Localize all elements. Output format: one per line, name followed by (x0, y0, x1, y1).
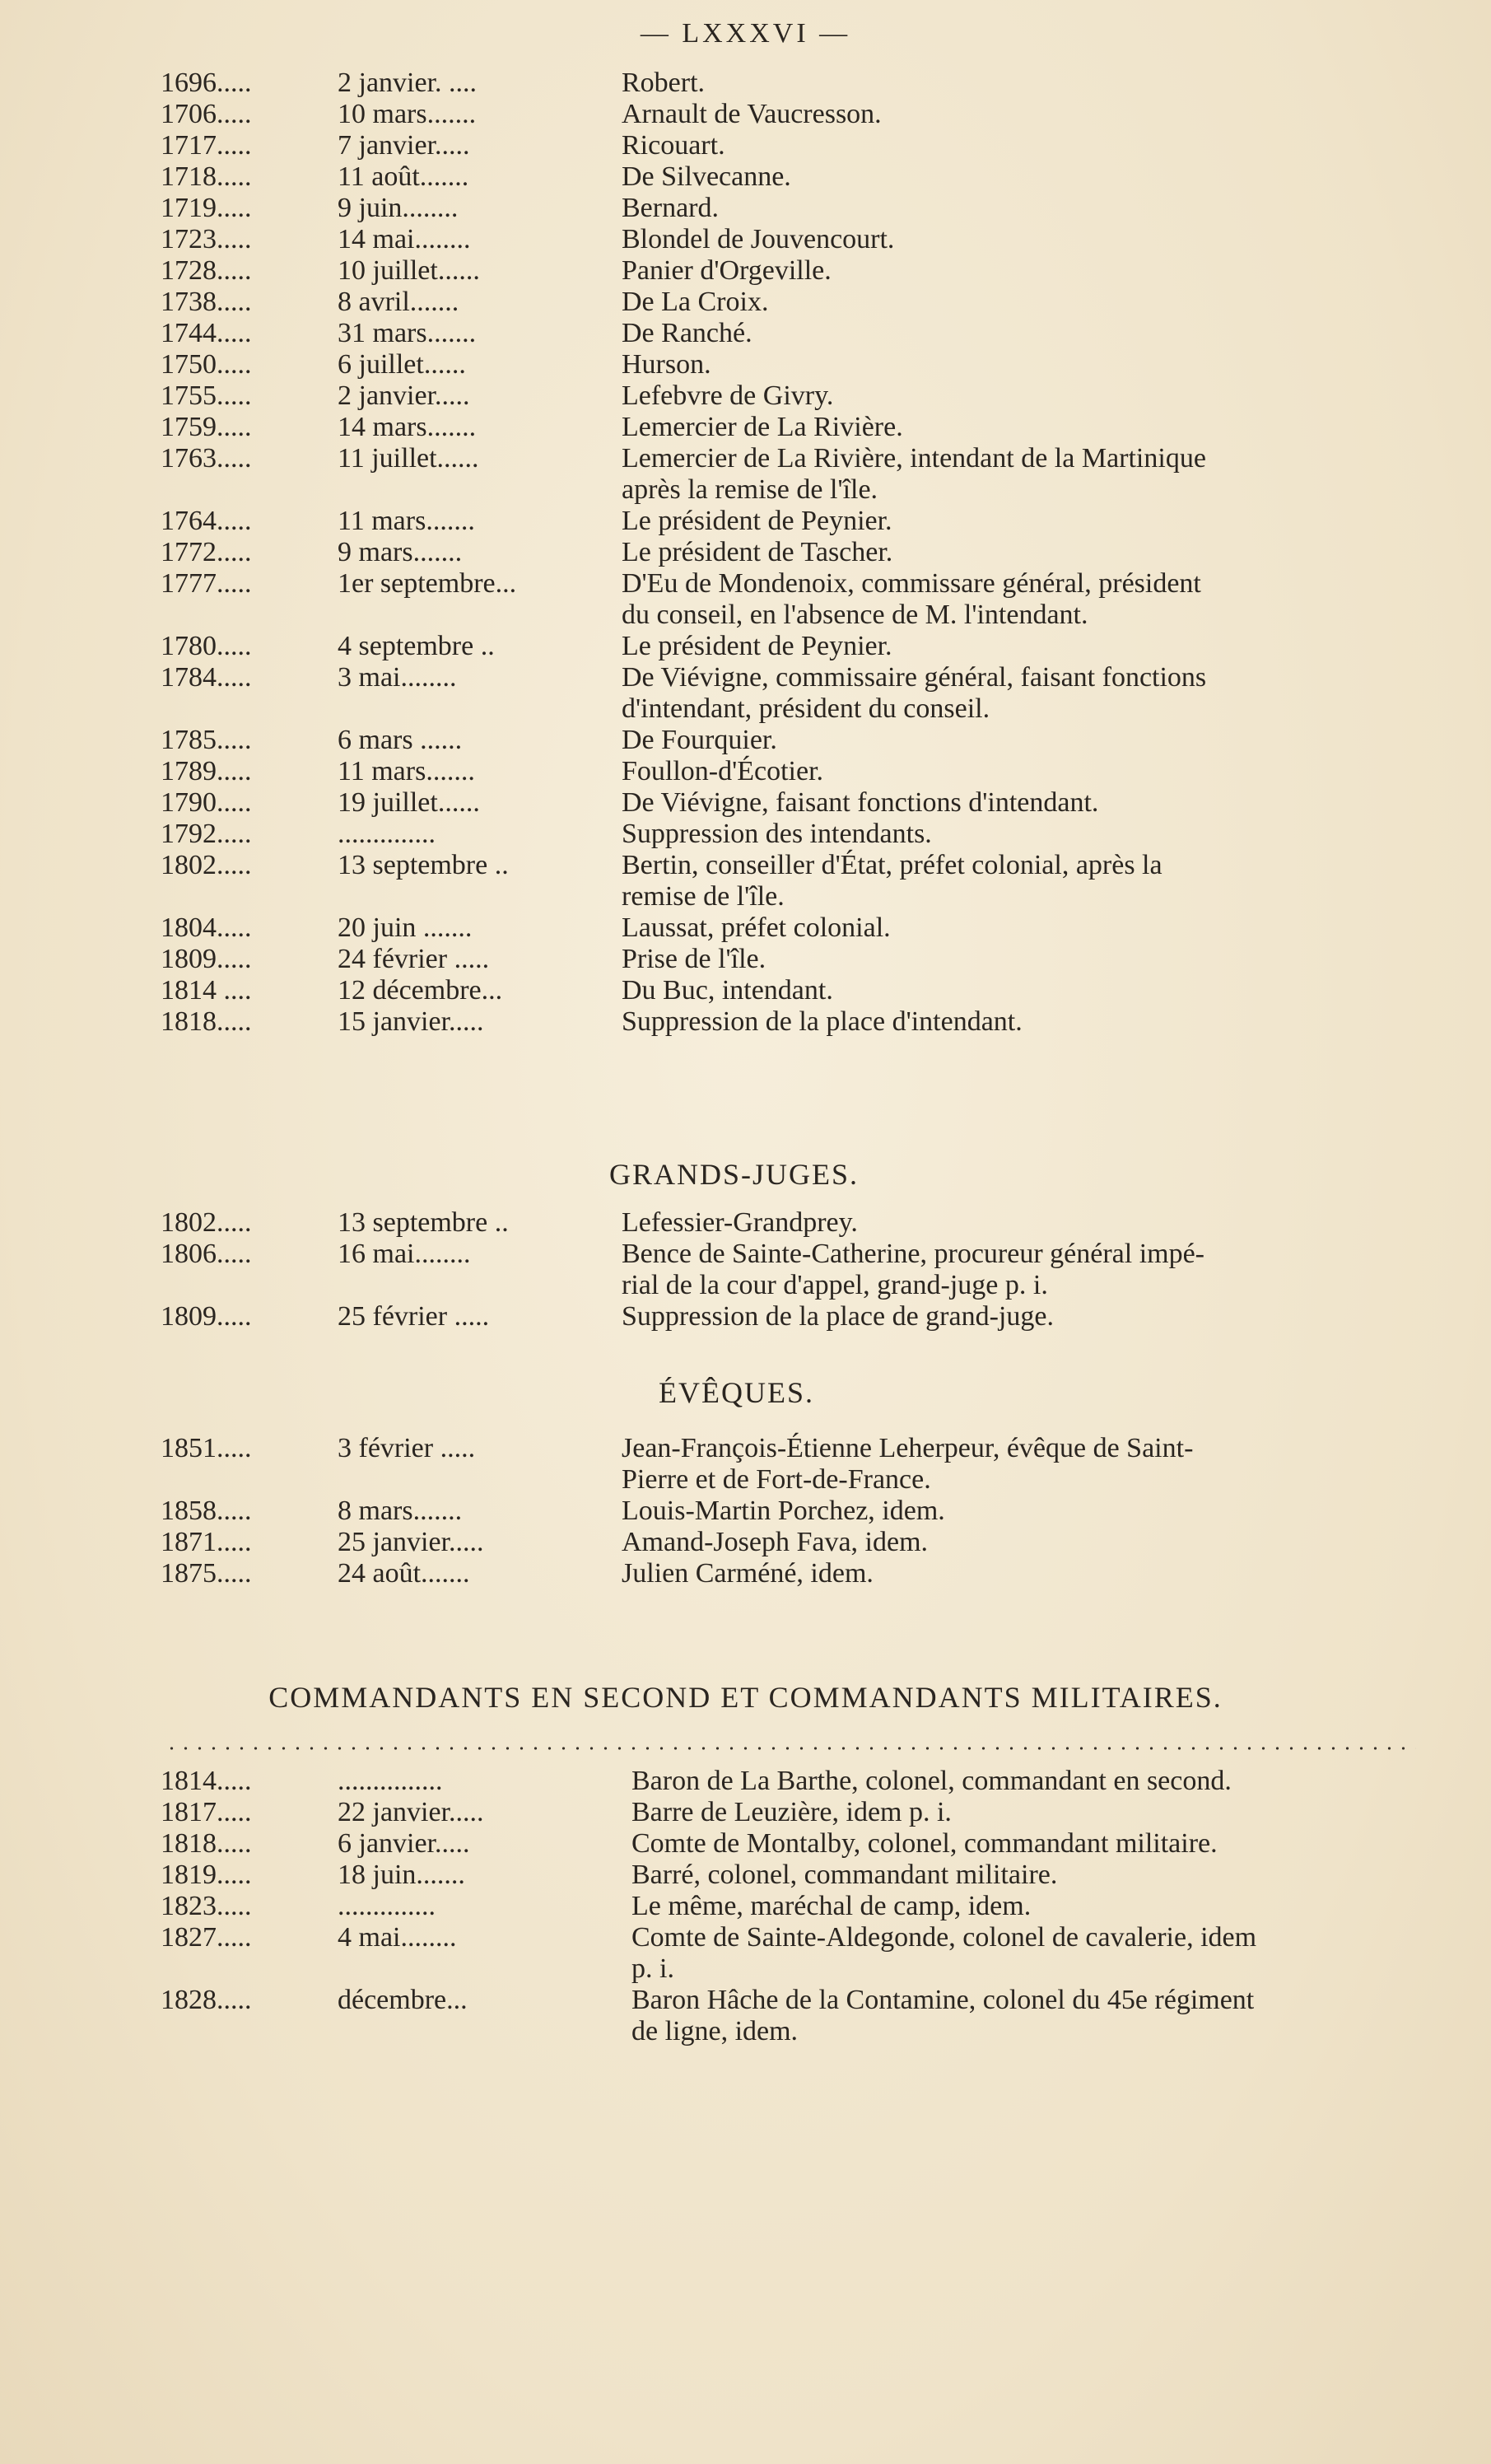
description-cell: Amand-Joseph Fava, idem. (622, 1527, 929, 1557)
table-row (161, 287, 1412, 318)
year-cell: 1789..... (161, 756, 252, 786)
year-cell: 1764..... (161, 506, 252, 536)
year-cell: 1802..... (161, 850, 252, 880)
date-cell: 11 août....... (338, 161, 469, 192)
description-cell: Bence de Sainte-Catherine, procureur général impé- rial de la cour d'appel, grand-juge p. i. (622, 1239, 1205, 1300)
year-cell: 1706..... (161, 99, 252, 129)
description-cell: Suppression des intendants. (622, 819, 932, 849)
table-row (161, 725, 1412, 756)
description-cell: De Ranché. (622, 318, 752, 348)
date-cell: 11 mars....... (338, 756, 475, 786)
description-cell: De La Croix. (622, 287, 769, 317)
date-cell: décembre... (338, 1985, 468, 2015)
table-row (161, 1797, 1412, 1828)
description-cell: Comte de Sainte-Aldegonde, colonel de cavalerie, idem p. i. (631, 1922, 1257, 1984)
year-cell: 1851..... (161, 1433, 252, 1463)
date-cell: 9 juin........ (338, 193, 459, 223)
year-cell: 1804..... (161, 912, 252, 943)
table-row (161, 1558, 1412, 1589)
year-cell: 1818..... (161, 1828, 252, 1859)
description-cell: Suppression de la place de grand-juge. (622, 1301, 1054, 1332)
grands-juges-list (161, 1207, 1412, 1332)
description-cell: Le président de Peynier. (622, 631, 892, 661)
date-cell: 25 janvier..... (338, 1527, 484, 1557)
table-row (161, 787, 1412, 819)
table-row (161, 1891, 1412, 1922)
table-row (161, 130, 1412, 161)
year-cell: 1755..... (161, 380, 252, 411)
date-cell: 3 mai........ (338, 662, 457, 693)
table-row (161, 912, 1412, 944)
description-cell: Laussat, préfet colonial. (622, 912, 891, 943)
year-cell: 1738..... (161, 287, 252, 317)
date-cell: 9 mars....... (338, 537, 463, 567)
table-row (161, 318, 1412, 349)
date-cell: .............. (338, 819, 436, 849)
year-cell: 1717..... (161, 130, 252, 161)
date-cell: 15 janvier..... (338, 1006, 484, 1037)
date-cell: 20 juin ....... (338, 912, 473, 943)
year-cell: 1784..... (161, 662, 252, 693)
description-cell: Lemercier de La Rivière. (622, 412, 903, 442)
date-cell: 10 mars....... (338, 99, 477, 129)
year-cell: 1790..... (161, 787, 252, 818)
table-row (161, 1207, 1412, 1239)
table-row (161, 850, 1412, 912)
description-cell: Barré, colonel, commandant militaire. (631, 1860, 1058, 1890)
year-cell: 1759..... (161, 412, 252, 442)
description-cell: Foullon-d'Écotier. (622, 756, 824, 786)
table-row (161, 1922, 1412, 1985)
date-cell: 7 janvier..... (338, 130, 470, 161)
table-row (161, 1985, 1412, 2047)
table-row (161, 224, 1412, 255)
year-cell: 1750..... (161, 349, 252, 380)
date-cell: ............... (338, 1766, 443, 1796)
year-cell: 1858..... (161, 1496, 252, 1526)
eveques-list (161, 1433, 1412, 1589)
description-cell: Suppression de la place d'intendant. (622, 1006, 1023, 1037)
commandants-list (161, 1766, 1412, 2047)
section-title-grands-juges: GRANDS-JUGES. (609, 1158, 860, 1191)
year-cell: 1772..... (161, 537, 252, 567)
date-cell: 31 mars....... (338, 318, 477, 348)
table-row (161, 756, 1412, 787)
table-row (161, 975, 1412, 1006)
description-cell: Lefebvre de Givry. (622, 380, 834, 411)
description-cell: Julien Carméné, idem. (622, 1558, 874, 1589)
description-cell: Arnault de Vaucresson. (622, 99, 882, 129)
year-cell: 1871..... (161, 1527, 252, 1557)
date-cell: 13 septembre .. (338, 1207, 509, 1238)
table-row (161, 68, 1412, 99)
year-cell: 1817..... (161, 1797, 252, 1827)
year-cell: 1785..... (161, 725, 252, 755)
year-cell: 1828..... (161, 1985, 252, 2015)
date-cell: 18 juin....... (338, 1860, 465, 1890)
description-cell: Du Buc, intendant. (622, 975, 833, 1006)
date-cell: 2 janvier..... (338, 380, 470, 411)
date-cell: 24 février ..... (338, 944, 490, 974)
page-header: — LXXXVI — (640, 18, 851, 49)
table-row (161, 662, 1412, 725)
table-row (161, 1527, 1412, 1558)
description-cell: Panier d'Orgeville. (622, 255, 832, 286)
date-cell: 8 mars....... (338, 1496, 463, 1526)
table-row (161, 255, 1412, 287)
description-cell: Barre de Leuzière, idem p. i. (631, 1797, 952, 1827)
date-cell: 6 mars ...... (338, 725, 463, 755)
date-cell: 24 août....... (338, 1558, 470, 1589)
date-cell: 4 mai........ (338, 1922, 457, 1953)
date-cell: 8 avril....... (338, 287, 459, 317)
table-row (161, 161, 1412, 193)
description-cell: Lemercier de La Rivière, intendant de la Martinique après la remise de l'île. (622, 443, 1206, 505)
description-cell: Blondel de Jouvencourt. (622, 224, 895, 254)
table-row (161, 193, 1412, 224)
date-cell: 14 mars....... (338, 412, 477, 442)
table-row (161, 537, 1412, 568)
description-cell: Baron Hâche de la Contamine, colonel du 45e régiment de ligne, idem. (631, 1985, 1255, 2046)
table-row (161, 568, 1412, 631)
section-title-eveques: ÉVÊQUES. (659, 1376, 814, 1409)
date-cell: 3 février ..... (338, 1433, 476, 1463)
description-cell: Le même, maréchal de camp, idem. (631, 1891, 1032, 1921)
year-cell: 1723..... (161, 224, 252, 254)
table-row (161, 944, 1412, 975)
date-cell: 11 mars....... (338, 506, 475, 536)
year-cell: 1814..... (161, 1766, 252, 1796)
date-cell: 10 juillet...... (338, 255, 480, 286)
table-row (161, 1006, 1412, 1038)
table-row (161, 380, 1412, 412)
year-cell: 1780..... (161, 631, 252, 661)
date-cell: 2 janvier. .... (338, 68, 478, 98)
year-cell: 1809..... (161, 944, 252, 974)
description-cell: De Fourquier. (622, 725, 777, 755)
year-cell: 1718..... (161, 161, 252, 192)
table-row (161, 631, 1412, 662)
table-row (161, 99, 1412, 130)
dotted-rule (165, 1746, 1416, 1751)
year-cell: 1792..... (161, 819, 252, 849)
description-cell: Ricouart. (622, 130, 725, 161)
description-cell: Louis-Martin Porchez, idem. (622, 1496, 945, 1526)
year-cell: 1814 .... (161, 975, 252, 1006)
date-cell: 11 juillet...... (338, 443, 479, 474)
description-cell: Le président de Peynier. (622, 506, 892, 536)
date-cell: 16 mai........ (338, 1239, 471, 1269)
section-title-commandants: COMMANDANTS EN SECOND ET COMMANDANTS MILITAIRES. (268, 1681, 1223, 1714)
year-cell: 1827..... (161, 1922, 252, 1953)
year-cell: 1806..... (161, 1239, 252, 1269)
description-cell: De Viévigne, commissaire général, faisant fonctions d'intendant, président du conseil. (622, 662, 1207, 724)
table-row (161, 819, 1412, 850)
description-cell: Jean-François-Étienne Leherpeur, évêque de Saint- Pierre et de Fort-de-France. (622, 1433, 1194, 1495)
date-cell: .............. (338, 1891, 436, 1921)
description-cell: Bernard. (622, 193, 720, 223)
year-cell: 1763..... (161, 443, 252, 474)
date-cell: 1er septembre... (338, 568, 517, 599)
table-row (161, 412, 1412, 443)
description-cell: Robert. (622, 68, 706, 98)
table-row (161, 1860, 1412, 1891)
year-cell: 1819..... (161, 1860, 252, 1890)
table-row (161, 1496, 1412, 1527)
year-cell: 1818..... (161, 1006, 252, 1037)
date-cell: 14 mai........ (338, 224, 471, 254)
year-cell: 1777..... (161, 568, 252, 599)
description-cell: Hurson. (622, 349, 711, 380)
intendants-list (161, 68, 1412, 1038)
table-row (161, 1766, 1412, 1797)
description-cell: Prise de l'île. (622, 944, 766, 974)
year-cell: 1802..... (161, 1207, 252, 1238)
date-cell: 4 septembre .. (338, 631, 495, 661)
date-cell: 6 juillet...... (338, 349, 466, 380)
year-cell: 1719..... (161, 193, 252, 223)
year-cell: 1696..... (161, 68, 252, 98)
table-row (161, 1301, 1412, 1332)
description-cell: Le président de Tascher. (622, 537, 893, 567)
table-row (161, 1828, 1412, 1860)
table-row (161, 1239, 1412, 1301)
year-cell: 1875..... (161, 1558, 252, 1589)
table-row (161, 1433, 1412, 1496)
date-cell: 22 janvier..... (338, 1797, 484, 1827)
date-cell: 6 janvier..... (338, 1828, 470, 1859)
year-cell: 1728..... (161, 255, 252, 286)
table-row (161, 349, 1412, 380)
date-cell: 25 février ..... (338, 1301, 490, 1332)
year-cell: 1744..... (161, 318, 252, 348)
date-cell: 13 septembre .. (338, 850, 509, 880)
description-cell: De Viévigne, faisant fonctions d'intendant. (622, 787, 1099, 818)
description-cell: Bertin, conseiller d'État, préfet colonial, après la remise de l'île. (622, 850, 1163, 912)
description-cell: De Silvecanne. (622, 161, 791, 192)
date-cell: 12 décembre... (338, 975, 503, 1006)
description-cell: Lefessier-Grandprey. (622, 1207, 858, 1238)
description-cell: Baron de La Barthe, colonel, commandant en second. (631, 1766, 1232, 1796)
table-row (161, 443, 1412, 506)
year-cell: 1809..... (161, 1301, 252, 1332)
year-cell: 1823..... (161, 1891, 252, 1921)
date-cell: 19 juillet...... (338, 787, 480, 818)
description-cell: Comte de Montalby, colonel, commandant militaire. (631, 1828, 1218, 1859)
table-row (161, 506, 1412, 537)
description-cell: D'Eu de Mondenoix, commissare général, président du conseil, en l'absence de M. l'intendant. (622, 568, 1201, 630)
